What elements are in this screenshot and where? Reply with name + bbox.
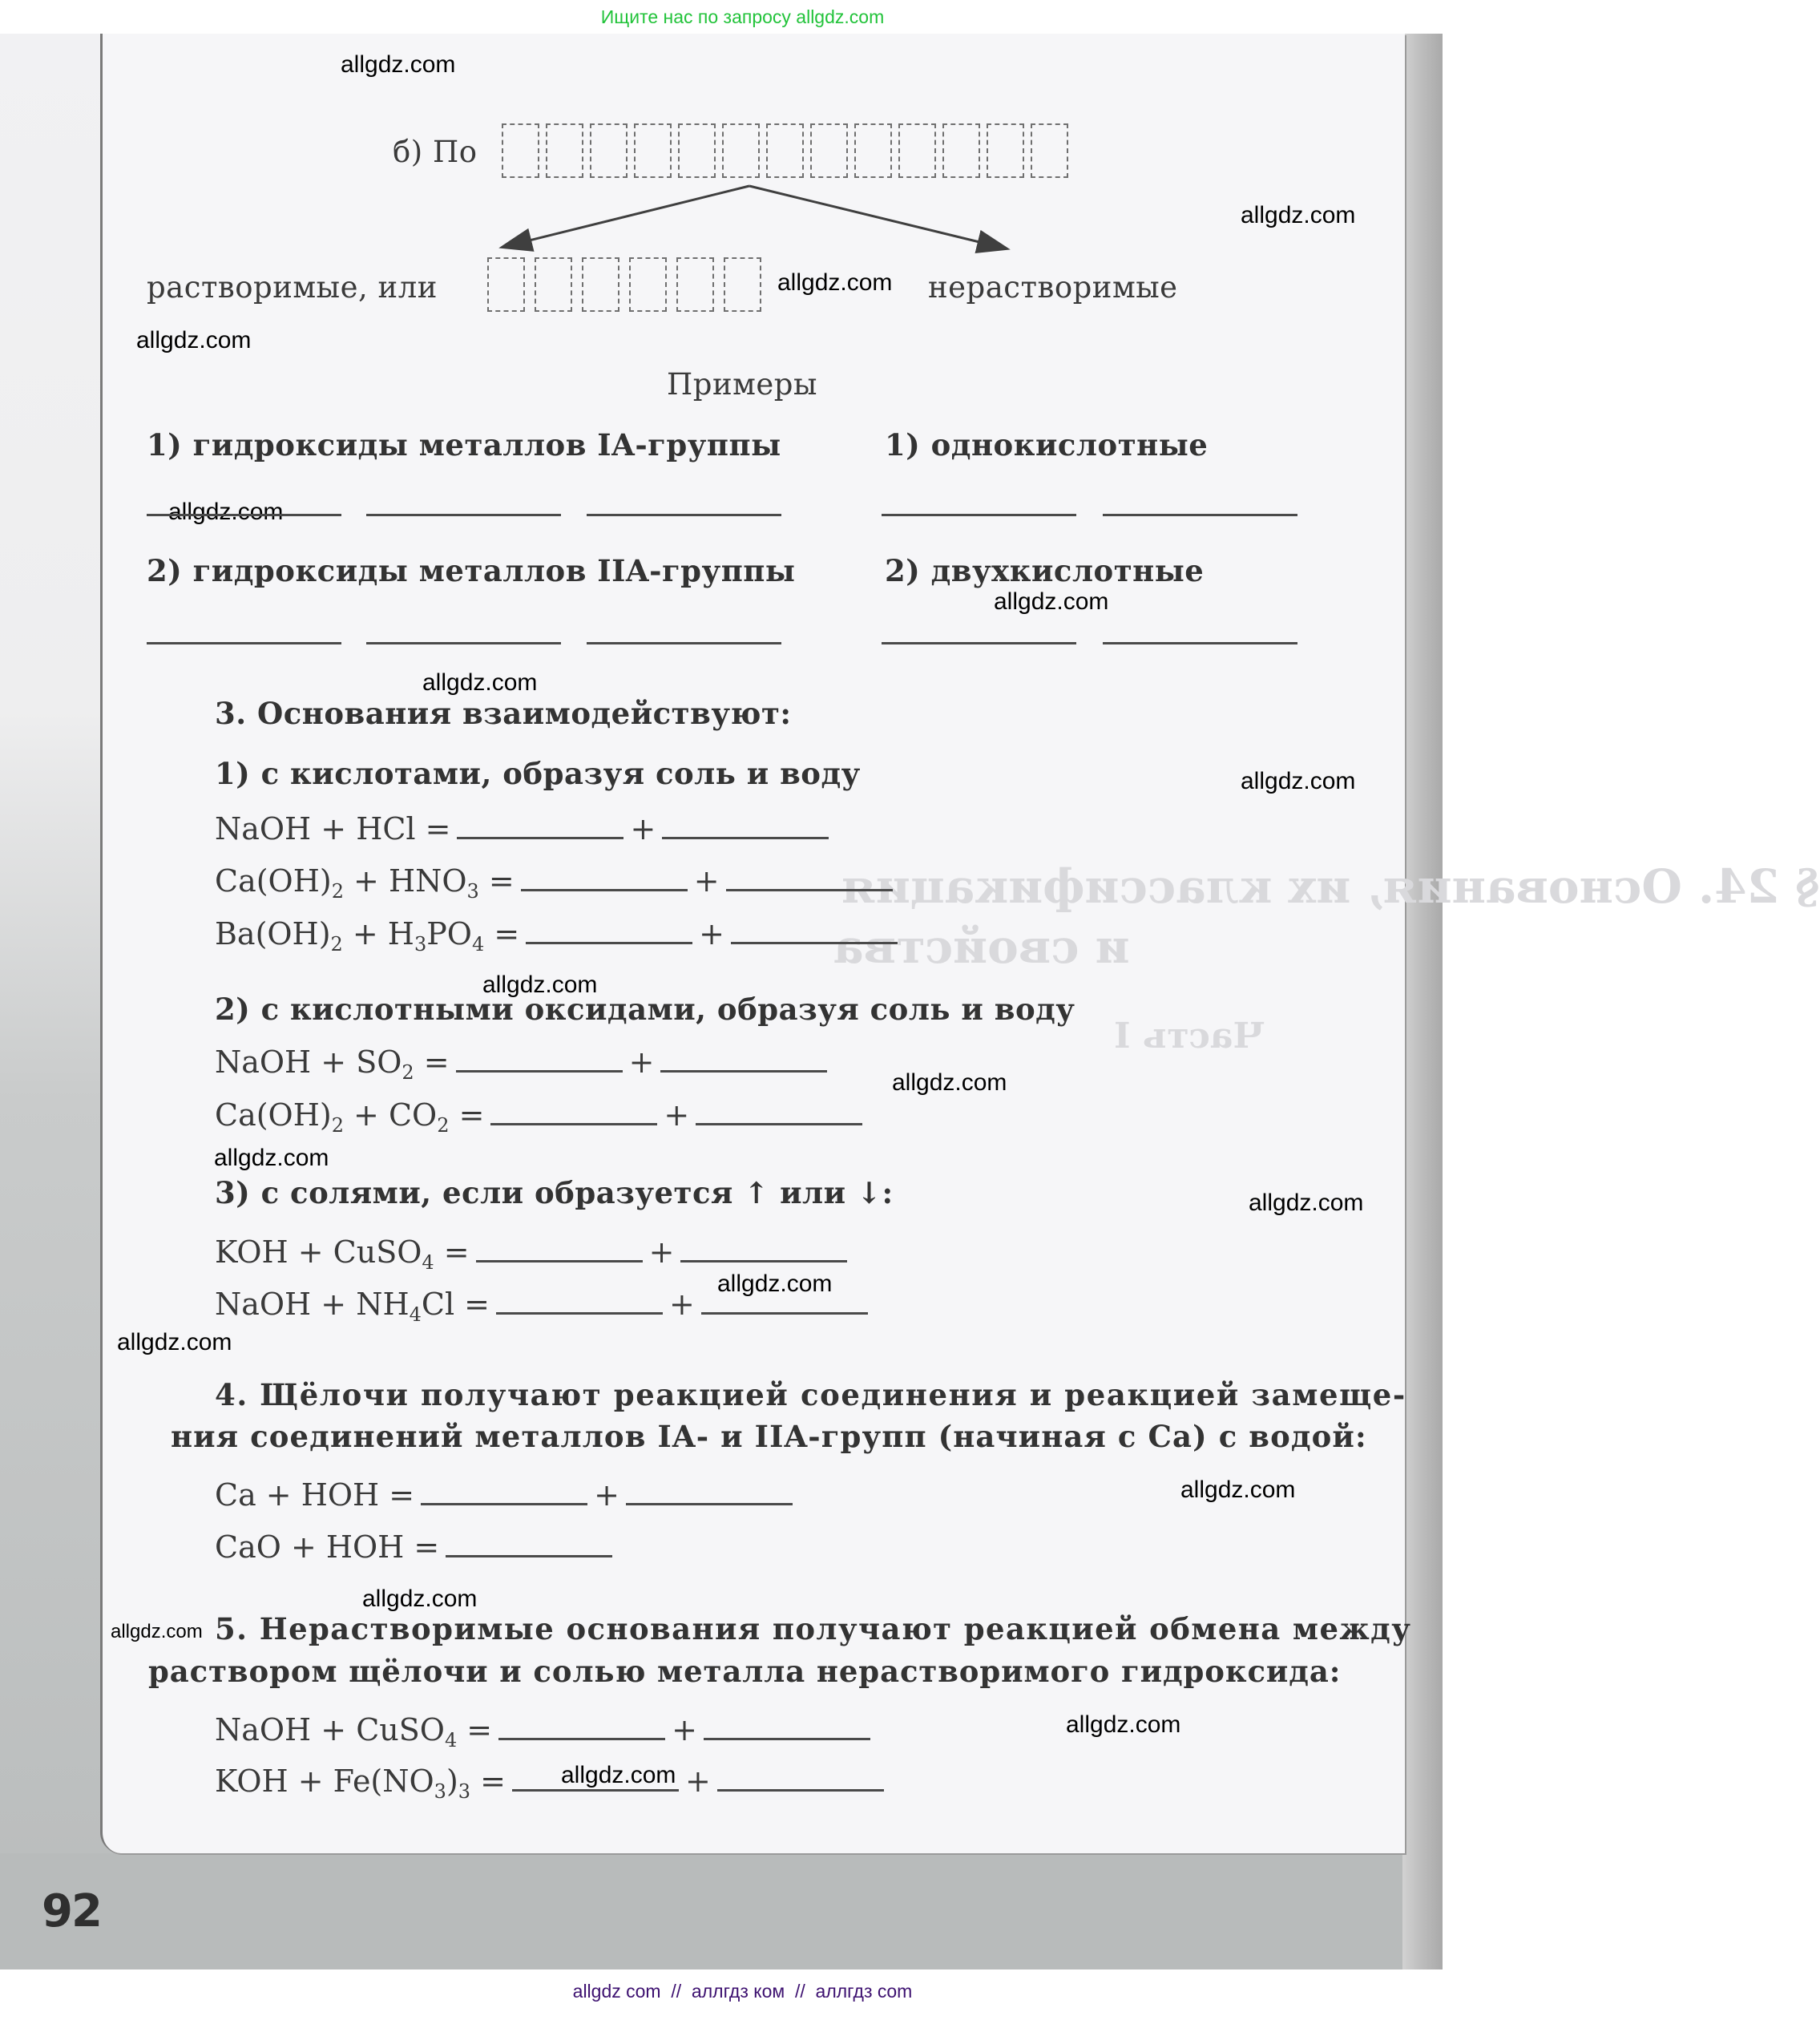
equation-naoh-so2 — [215, 1044, 833, 1084]
answer-line[interactable] — [446, 1533, 612, 1557]
answer-line[interactable] — [526, 919, 692, 944]
watermark: allgdz.com — [1066, 1711, 1181, 1738]
answer-line[interactable] — [366, 642, 561, 644]
watermark: allgdz.com — [1241, 202, 1356, 228]
answer-line[interactable] — [696, 1101, 862, 1125]
bleed-through-part: Часть I — [1114, 1016, 1265, 1056]
equation-baoh2-h3po4 — [215, 916, 904, 955]
examples-title: Примеры — [667, 367, 817, 402]
equation-lhs: Ca + HOH = — [215, 1477, 415, 1513]
watermark: allgdz.com — [1249, 1190, 1364, 1216]
watermark: allgdz.com — [717, 1271, 833, 1297]
answer-line[interactable] — [587, 514, 781, 516]
equation-naoh-hcl — [215, 811, 835, 846]
watermark: allgdz.com — [482, 972, 598, 998]
watermark: allgdz.com — [168, 499, 284, 525]
example-right-1: 1) однокислотные — [885, 427, 1209, 463]
answer-line[interactable] — [512, 1767, 679, 1792]
plus-sign: + — [628, 1044, 655, 1080]
answer-line[interactable] — [882, 642, 1076, 644]
answer-line[interactable] — [498, 1715, 665, 1740]
answer-line[interactable] — [882, 514, 1076, 516]
bleed-through-heading: § 24. Основания, их классификация — [841, 859, 1820, 914]
plus-sign: + — [594, 1477, 619, 1513]
plus-sign: + — [630, 811, 656, 846]
footer-banner — [0, 1969, 1485, 2024]
equation-lhs: $Ca(OH)_2 + CO_2$ = — [215, 1097, 485, 1137]
answer-line[interactable] — [626, 1481, 793, 1505]
watermark: allgdz.com — [1241, 768, 1356, 794]
answer-line[interactable] — [147, 514, 341, 516]
scheme-label-b: б) По — [393, 135, 478, 169]
letter-box[interactable] — [582, 257, 619, 312]
answer-line[interactable] — [456, 1048, 623, 1073]
answer-line[interactable] — [521, 867, 688, 891]
equation-koh-cuso4 — [215, 1234, 854, 1274]
answer-line[interactable] — [726, 867, 893, 891]
example-right-2: 2) двухкислотные — [885, 553, 1205, 588]
task4-line2: ния соединений металлов IA- и IIA-групп (начиная с Ca) с водой: — [171, 1419, 1367, 1454]
answer-line[interactable] — [717, 1767, 884, 1792]
watermark: allgdz.com — [111, 1621, 203, 1642]
footer-links-text: allgdz com // аллгдз ком // аллгдз com — [572, 1981, 913, 2002]
equation-lhs: CaO + HOH = — [215, 1529, 440, 1565]
task3-sub2: 2) с кислотными оксидами, образуя соль и воду — [215, 992, 1075, 1027]
letter-box[interactable] — [535, 257, 572, 312]
plus-sign: + — [648, 1234, 675, 1270]
branch-insoluble-label: нерастворимые — [928, 270, 1178, 305]
equation-lhs: NaOH + $SO_2$ = — [215, 1044, 450, 1084]
plus-sign: + — [693, 863, 720, 899]
equation-lhs: KOH + $Fe(NO_3)_3$ = — [215, 1763, 506, 1803]
task3-title: 3. Основания взаимодействуют: — [215, 696, 792, 731]
task4-line1: 4. Щёлочи получают реакцией соединения и реакцией замеще- — [215, 1377, 1406, 1412]
equation-ca-hoh — [215, 1477, 799, 1513]
watermark: allgdz.com — [136, 327, 252, 353]
task3-sub3: 3) с солями, если образуется ↑ или ↓: — [215, 1175, 894, 1210]
equation-lhs: KOH + CuSO$_4$ = — [215, 1234, 470, 1274]
answer-line[interactable] — [1103, 514, 1297, 516]
equation-caoh2-co2 — [215, 1097, 869, 1137]
watermark: allgdz.com — [341, 51, 456, 78]
answer-line[interactable] — [421, 1481, 587, 1505]
example-left-1: 1) гидроксиды металлов IA-группы — [147, 427, 781, 463]
answer-line[interactable] — [1103, 642, 1297, 644]
watermark: allgdz.com — [561, 1762, 676, 1788]
task3-sub1: 1) с кислотами, образуя соль и воду — [215, 756, 861, 791]
plus-sign: + — [672, 1712, 697, 1747]
branch-soluble-label: растворимые, или — [147, 270, 438, 305]
watermark: allgdz.com — [362, 1586, 478, 1612]
equation-naoh-cuso4 — [215, 1712, 877, 1751]
answer-line[interactable] — [457, 814, 623, 839]
equation-cao-hoh — [215, 1529, 619, 1565]
equation-lhs: $Ba(OH)_2 + H_3PO_4$ = — [215, 916, 520, 955]
answer-line[interactable] — [490, 1101, 657, 1125]
answer-line[interactable] — [496, 1290, 663, 1315]
page-number: 92 — [42, 1885, 101, 1937]
bleed-through-subheading: и свойства — [833, 919, 1130, 974]
equation-lhs: $Ca(OH)_2 + HNO_3$ = — [215, 863, 515, 903]
equation-caoh2-hno3 — [215, 863, 899, 903]
answer-line[interactable] — [704, 1715, 870, 1740]
equation-lhs: NaOH + HCl = — [215, 811, 451, 846]
plus-sign: + — [664, 1097, 690, 1133]
letter-box[interactable] — [724, 257, 761, 312]
search-hint-text: Ищите нас по запросу allgdz.com — [600, 6, 885, 27]
letter-box[interactable] — [676, 257, 714, 312]
scheme-middle-answer-boxes — [487, 257, 761, 312]
answer-line[interactable] — [680, 1238, 847, 1262]
equation-naoh-nh4cl — [215, 1287, 874, 1326]
equation-lhs: NaOH + $NH_4Cl$ = — [215, 1287, 490, 1326]
watermark: allgdz.com — [777, 269, 893, 296]
equation-lhs: NaOH + CuSO$_4$ = — [215, 1712, 493, 1751]
letter-box[interactable] — [487, 257, 525, 312]
plus-sign: + — [669, 1287, 695, 1322]
watermark: allgdz.com — [117, 1329, 232, 1355]
task5-line1: 5. Нерастворимые основания получают реакцией обмена между — [215, 1611, 1412, 1646]
answer-line[interactable] — [476, 1238, 643, 1262]
plus-sign: + — [684, 1763, 711, 1799]
watermark: allgdz.com — [892, 1069, 1007, 1096]
answer-line[interactable] — [660, 1048, 827, 1073]
answer-line[interactable] — [147, 642, 341, 644]
answer-line[interactable] — [731, 919, 898, 944]
letter-box[interactable] — [629, 257, 667, 312]
answer-line[interactable] — [587, 642, 781, 644]
watermark: allgdz.com — [1180, 1477, 1296, 1503]
plus-sign: + — [699, 916, 725, 951]
answer-line[interactable] — [366, 514, 561, 516]
answer-line[interactable] — [701, 1290, 868, 1315]
answer-line[interactable] — [662, 814, 829, 839]
equation-koh-feno33 — [215, 1763, 890, 1803]
watermark: allgdz.com — [214, 1145, 329, 1171]
watermark: allgdz.com — [994, 588, 1109, 615]
example-left-2: 2) гидроксиды металлов IIA-группы — [147, 553, 796, 588]
watermark: allgdz.com — [422, 669, 538, 696]
task5-line2: раствором щёлочи и солью металла нерастворимого гидроксида: — [148, 1654, 1342, 1689]
